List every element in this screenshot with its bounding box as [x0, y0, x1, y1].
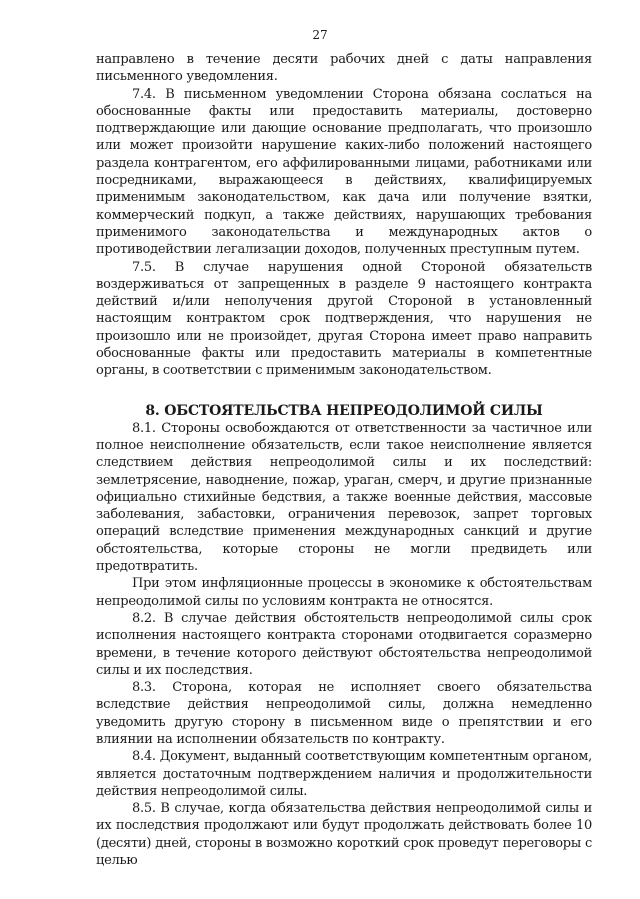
clause-7-5: 7.5. В случае нарушения одной Стороной обязательств воздерживаться от запрещенных в разделе 9 настоящего контракта действий и/или неполучения другой Стороной в установленный настоящим контрактом срок подтверждения, что нарушения не произошло или не произойдет, другая Сторона имеет право направить обоснованные факты или предоставить материалы в компетентные органы, в соответствии с применимым законодательством.	[96, 259, 592, 379]
inflation-note-paragraph: При этом инфляционные процессы в экономике к обстоятельствам непреодолимой силы по условиям контракта не относятся.	[96, 576, 592, 609]
document-body	[96, 51, 592, 869]
clause-8-1: 8.1. Стороны освобождаются от ответственности за частичное или полное неисполнение обязательств, если такое неисполнение является следствием действия непреодолимой силы и их последствий: землетрясение, наводнение, пожар, ураган, смерч, и другие признанные официально стихийные бедствия, а также военные действия, массовые заболевания, забастовки, ограничения перевозок, запрет торговых операций вследствие применения международных санкций и другие обстоятельства, которые стороны не могли предвидеть или предотвратить.	[96, 420, 592, 575]
clause-7-4: 7.4. В письменном уведомлении Сторона обязана сослаться на обоснованные факты или предоставить материалы, достоверно подтверждающие или дающие основание предполагать, что произошло или может произойти нарушение каких-либо положений настоящего раздела контрагентом, его аффилированными лицами, работниками или посредниками, выражающееся в действиях, квалифицируемых применимым законодательством, как дача или получение взятки, коммерческий подкуп, а также действиях, нарушающих требования применимого законодательства и международных актов о противодействии легализации доходов, полученных преступным путем.	[96, 86, 592, 258]
clause-8-2: 8.2. В случае действия обстоятельств непреодолимой силы срок исполнения настоящего контракта сторонами отодвигается соразмерно времени, в течение которого действуют обстоятельства непреодолимой силы и их последствия.	[96, 610, 592, 678]
clause-8-3: 8.3. Сторона, которая не исполняет своего обязательства вследствие действия непреодолимой силы, должна немедленно уведомить другую сторону в письменном виде о препятствии и его влиянии на исполнении обязательств по контракту.	[96, 680, 592, 747]
clause-8-4: 8.4. Документ, выданный соответствующим компетентным органом, является достаточным подтверждением наличия и продолжительности действия непреодолимой силы.	[96, 749, 592, 799]
clause-8-5: 8.5. В случае, когда обязательства действия непреодолимой силы и их последствия продолжают или будут продолжать действовать более 10 (десяти) дней, стороны в возможно короткий срок проведут переговоры с целью	[96, 801, 592, 869]
page-number: 27	[312, 28, 328, 42]
continuation-paragraph: направлено в течение десяти рабочих дней с даты направления письменного уведомления.	[96, 52, 592, 85]
section-8-heading: 8. ОБСТОЯТЕЛЬСТВА НЕПРЕОДОЛИМОЙ СИЛЫ	[145, 402, 543, 419]
